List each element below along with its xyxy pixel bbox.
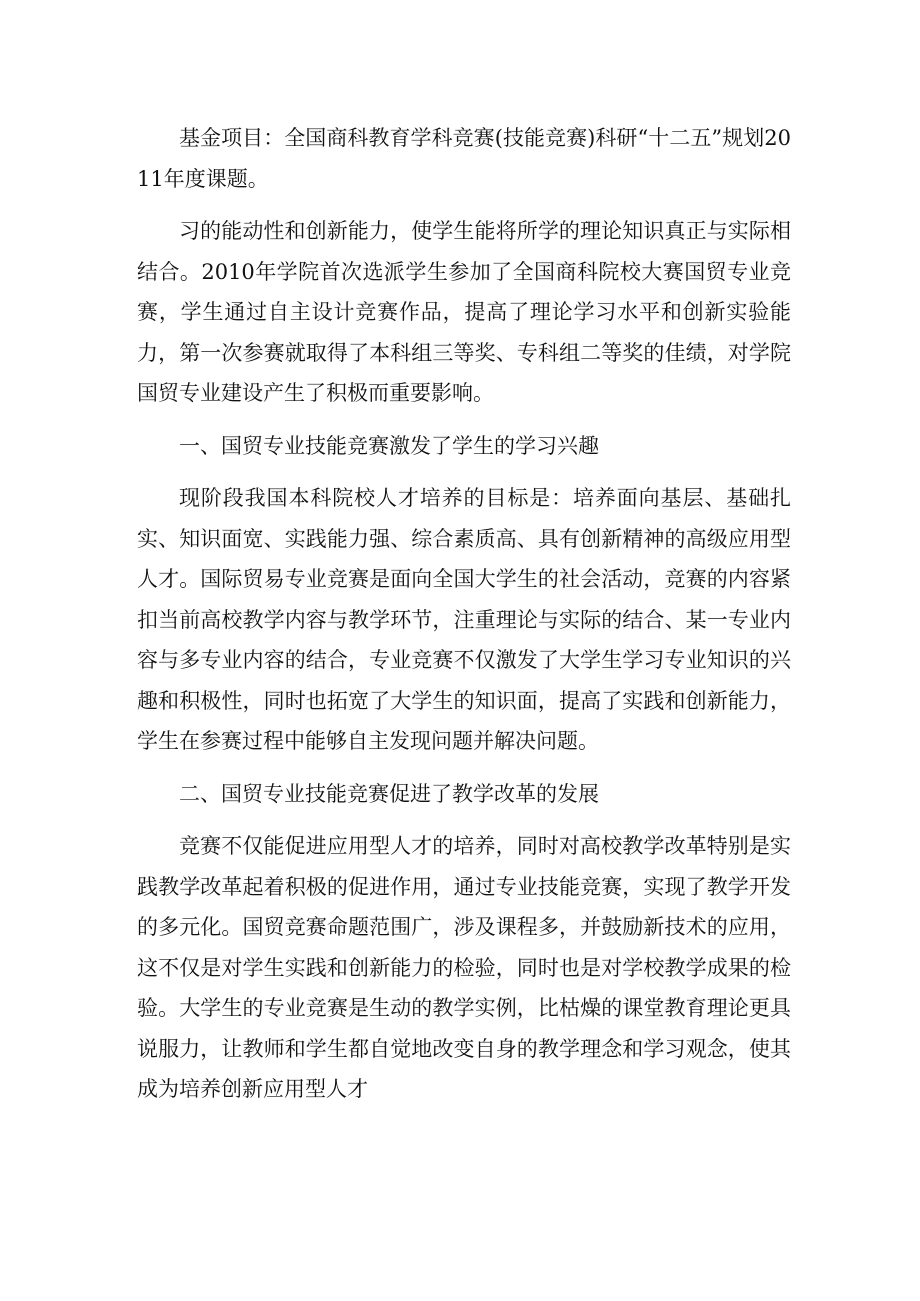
section-heading-2: 二、国贸专业技能竞赛促进了教学改革的发展 <box>179 781 599 806</box>
section-heading-1: 一、国贸专业技能竞赛激发了学生的学习兴趣 <box>179 433 599 458</box>
paragraph-section-2: 竞赛不仅能促进应用型人才的培养，同时对高校教学改革特别是实践教学改革起着积极的促进作用，通过专业技能竞赛，实现了教学开发的多元化。国贸竞赛命题范围广，涉及课程多，并鼓励新技术的应用，这不仅是对学生实践和创新能力的检验，同时也是对学校教学成果的检验。大学生的专业竞赛是生动的教学实例，比枯燥的课堂教育理论更具说服力，让教师和学生都自觉地改变自身的教学理念和学习观念，使其成为培养创新应用型人才 <box>137 834 791 1101</box>
document-body <box>137 118 791 1122</box>
funding-note: 基金项目：全国商科教育学科竞赛(技能竞赛)科研“十二五”规划2011年度课题。 <box>137 126 791 191</box>
paragraph-intro: 习的能动性和创新能力，使学生能将所学的理论知识真正与实际相结合。2010年学院首次选派学生参加了全国商科院校大赛国贸专业竞赛，学生通过自主设计竞赛作品，提高了理论学习水平和创新实验能力，第一次参赛就取得了本科组三等奖、专科组二等奖的佳绩，对学院国贸专业建设产生了积极而重要影响。 <box>137 219 791 405</box>
paragraph-section-1: 现阶段我国本科院校人才培养的目标是：培养面向基层、基础扎实、知识面宽、实践能力强、综合素质高、具有创新精神的高级应用型人才。国际贸易专业竞赛是面向全国大学生的社会活动，竞赛的内容紧扣当前高校教学内容与教学环节，注重理论与实际的结合、某一专业内容与多专业内容的结合，专业竞赛不仅激发了大学生学习专业知识的兴趣和积极性，同时也拓宽了大学生的知识面，提高了实践和创新能力，学生在参赛过程中能够自主发现问题并解决问题。 <box>137 486 791 753</box>
